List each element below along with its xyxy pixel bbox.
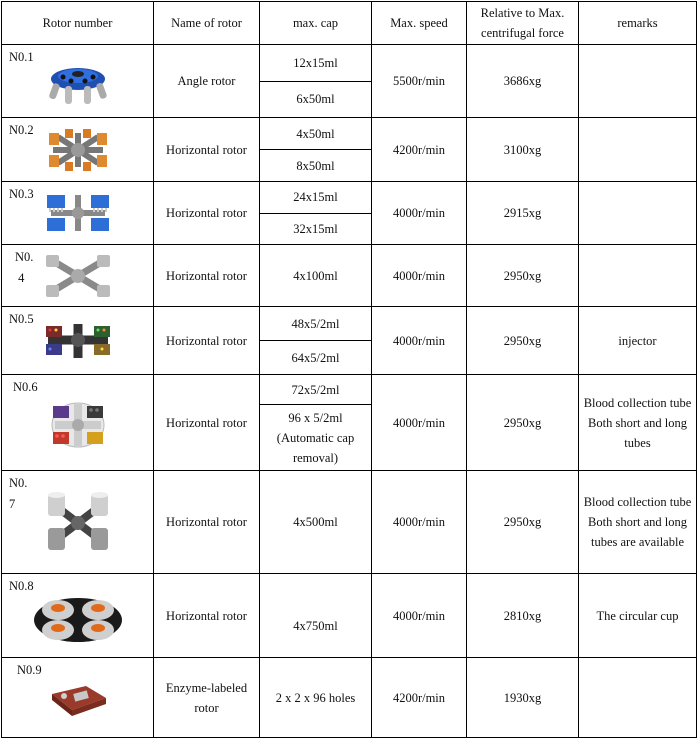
rotor-number: N0.1	[9, 50, 34, 64]
rotor-number: N0.3	[9, 187, 34, 201]
header-centrifugal-force: Relative to Max. centrifugal force	[467, 2, 579, 45]
max-speed: 5500r/min	[372, 45, 467, 118]
header-max-speed: Max. speed	[372, 2, 467, 45]
horizontal-rotor-circular-cup-image	[30, 584, 126, 648]
rotor-name: Horizontal rotor	[154, 245, 260, 307]
rotor-name: Horizontal rotor	[154, 182, 260, 245]
header-rotor-name: Name of rotor	[154, 2, 260, 45]
rotor-number: N0. 7	[9, 476, 28, 511]
max-speed: 4200r/min	[372, 118, 467, 182]
enzyme-labeled-rotor-image	[46, 676, 110, 720]
header-rotor-number: Rotor number	[2, 2, 154, 45]
max-cap-cell	[260, 307, 372, 375]
remarks: Blood collection tube Both short and long tubes	[579, 375, 697, 471]
horizontal-rotor-microtube-image	[42, 316, 114, 366]
rotor-number: N0.5	[9, 312, 34, 326]
max-cap-value: 24x15ml	[293, 190, 338, 205]
table-row	[2, 118, 697, 182]
rotor-name: Horizontal rotor	[154, 375, 260, 471]
max-speed: 4000r/min	[372, 574, 467, 658]
max-cap-cell	[260, 182, 372, 245]
rotor-name: Horizontal rotor	[154, 307, 260, 375]
max-speed: 4200r/min	[372, 658, 467, 738]
table-row	[2, 658, 697, 738]
max-cap-value: 4x100ml	[260, 245, 372, 307]
rotor-name: Enzyme-labeled rotor	[154, 658, 260, 738]
rotor-name: Horizontal rotor	[154, 574, 260, 658]
angle-rotor-image	[43, 53, 113, 109]
rotor-spec-table	[1, 1, 697, 738]
rotor-number: N0.2	[9, 123, 34, 137]
centrifugal-force: 2950xg	[467, 307, 579, 375]
max-speed: 4000r/min	[372, 182, 467, 245]
table-row	[2, 45, 697, 118]
rotor-number-cell	[2, 182, 154, 245]
horizontal-rotor-cross-image	[43, 253, 113, 299]
max-cap-value: 4x750ml	[260, 574, 372, 658]
rotor-number: N0.6	[13, 380, 38, 394]
max-cap-value: 72x5/2ml	[291, 382, 340, 397]
max-cap-value: 6x50ml	[260, 81, 371, 118]
rotor-number-cell	[2, 45, 154, 118]
rotor-name: Horizontal rotor	[154, 118, 260, 182]
rotor-number-cell	[2, 307, 154, 375]
centrifugal-force: 2950xg	[467, 375, 579, 471]
rotor-number-cell	[2, 375, 154, 471]
rotor-number-cell	[2, 245, 154, 307]
centrifugal-force: 2950xg	[467, 245, 579, 307]
horizontal-rotor-blood-tube-image	[47, 392, 109, 454]
rotor-name: Horizontal rotor	[154, 471, 260, 574]
rotor-number-cell	[2, 658, 154, 738]
max-cap-value: 64x5/2ml	[260, 340, 371, 374]
max-cap-cell	[260, 118, 372, 182]
max-cap-value: 32x15ml	[260, 213, 371, 245]
remarks: injector	[579, 307, 697, 375]
remarks	[579, 118, 697, 182]
rotor-number-cell	[2, 574, 154, 658]
max-speed: 4000r/min	[372, 245, 467, 307]
max-cap-value: 48x5/2ml	[291, 316, 340, 331]
centrifugal-force: 3100xg	[467, 118, 579, 182]
table-row	[2, 182, 697, 245]
rotor-number: N0.9	[17, 663, 42, 677]
table-row	[2, 574, 697, 658]
centrifugal-force: 2950xg	[467, 471, 579, 574]
max-cap-value: 4x500ml	[260, 471, 372, 574]
rotor-number: N0. 4	[15, 250, 34, 285]
header-max-cap: max. cap	[260, 2, 372, 45]
table-row	[2, 375, 697, 471]
max-cap-value: 96 x 5/2ml (Automatic cap removal)	[260, 404, 371, 470]
rotor-number-cell	[2, 118, 154, 182]
rotor-number-cell	[2, 471, 154, 574]
centrifugal-force: 3686xg	[467, 45, 579, 118]
max-speed: 4000r/min	[372, 307, 467, 375]
max-cap-value: 2 x 2 x 96 holes	[260, 658, 372, 738]
centrifugal-force: 1930xg	[467, 658, 579, 738]
header-remarks: remarks	[579, 2, 697, 45]
remarks	[579, 658, 697, 738]
max-cap-value: 8x50ml	[260, 149, 371, 181]
max-cap-cell	[260, 375, 372, 471]
rotor-name: Angle rotor	[154, 45, 260, 118]
table-row	[2, 471, 697, 574]
remarks	[579, 182, 697, 245]
max-speed: 4000r/min	[372, 375, 467, 471]
centrifugal-force: 2810xg	[467, 574, 579, 658]
remarks: Blood collection tube Both short and long tubes are available	[579, 471, 697, 574]
remarks: The circular cup	[579, 574, 697, 658]
table-row	[2, 245, 697, 307]
rotor-number: N0.8	[9, 579, 34, 593]
horizontal-rotor-500ml-image	[45, 491, 111, 553]
remarks	[579, 45, 697, 118]
horizontal-rotor-tube-rack-image	[43, 189, 113, 237]
max-cap-value: 4x50ml	[296, 126, 335, 141]
max-cap-value: 12x15ml	[293, 55, 338, 70]
remarks	[579, 245, 697, 307]
max-speed: 4000r/min	[372, 471, 467, 574]
centrifugal-force: 2915xg	[467, 182, 579, 245]
table-row	[2, 307, 697, 375]
horizontal-rotor-4-bucket-image	[43, 125, 113, 175]
max-cap-cell	[260, 45, 372, 118]
header-row	[2, 2, 697, 45]
